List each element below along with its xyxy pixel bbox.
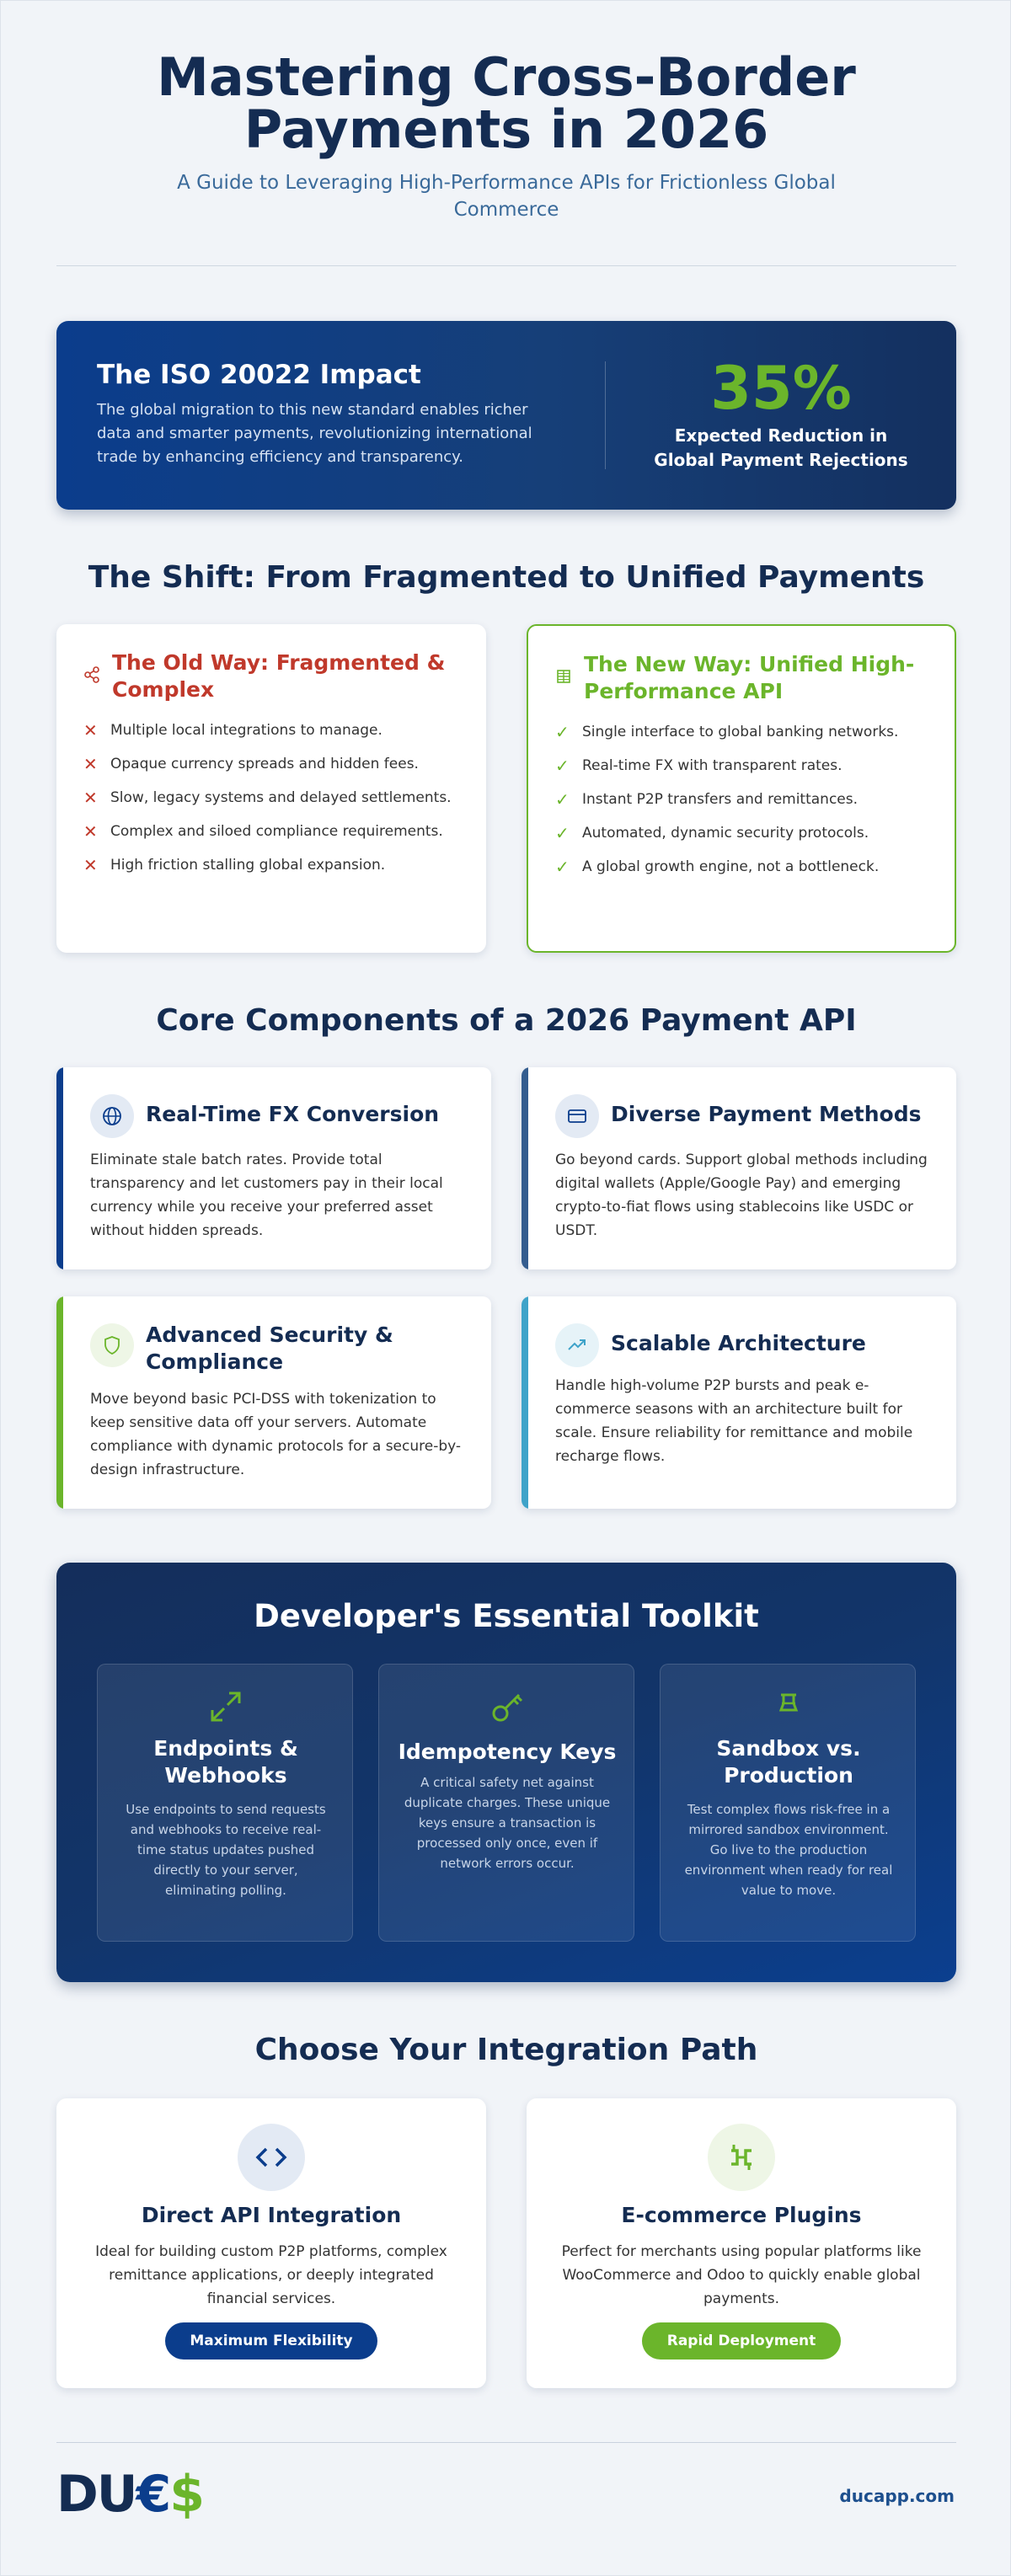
- flexibility-badge: Maximum Flexibility: [165, 2322, 377, 2360]
- x-icon: ✕: [83, 754, 98, 774]
- key-icon: [489, 1688, 526, 1725]
- toolkit-item-text: Use endpoints to send requests and webhooks to receive real-time status updates pushed directly to your server, eliminating polling.: [126, 1802, 326, 1898]
- component-title: Real-Time FX Conversion: [146, 1102, 440, 1126]
- integration-item-title: Direct API Integration: [141, 2203, 402, 2227]
- component-card-scalable: [522, 1296, 956, 1509]
- new-way-title: The New Way: Unified High-Performance API: [584, 652, 915, 703]
- toolkit-item-text: Test complex flows risk-free in a mirrored sandbox environment. Go live to the production environment when ready for real value to move.: [684, 1802, 893, 1898]
- toolkit-item-text: A critical safety net against duplicate charges. These unique keys ensure a transaction is processed only once, even if network errors occur.: [404, 1775, 611, 1871]
- footer-divider: [56, 2442, 956, 2443]
- globe-icon: [102, 1106, 122, 1126]
- x-icon: ✕: [83, 788, 98, 808]
- stat-value: 35%: [710, 354, 852, 423]
- toolkit-item-title: Endpoints & Webhooks: [153, 1736, 298, 1788]
- component-text: Eliminate stale batch rates. Provide total transparency and let customers pay in their local currency while you receive your preferred asset without hidden spreads.: [90, 1152, 443, 1239]
- component-text: Move beyond basic PCI-DSS with tokenization to keep sensitive data off your servers. Automate compliance with dynamic protocols for a secure-by-design infrastructure.: [90, 1391, 462, 1478]
- ducapp-logo: DU€$: [56, 2465, 204, 2524]
- grid-icon: [555, 668, 572, 685]
- shield-icon: [102, 1335, 122, 1355]
- list-item: ✓ Instant P2P transfers and remittances.: [555, 789, 859, 810]
- list-item: ✓ A global growth engine, not a bottleneck.: [555, 857, 880, 877]
- developer-toolkit: [56, 1563, 956, 1982]
- check-icon: ✓: [555, 756, 570, 776]
- arrows-expand-icon: [207, 1688, 244, 1725]
- header-divider: [56, 265, 956, 266]
- iso-title: The ISO 20022 Impact: [97, 360, 421, 390]
- old-way-list: [83, 719, 454, 887]
- list-item: ✕ Opaque currency spreads and hidden fees.: [83, 754, 419, 774]
- x-icon: ✕: [83, 855, 98, 875]
- toolkit-card-webhooks: [97, 1664, 353, 1942]
- check-icon: ✓: [555, 789, 570, 810]
- deployment-badge: Rapid Deployment: [642, 2322, 841, 2360]
- list-item: ✕ Multiple local integrations to manage.: [83, 720, 382, 740]
- component-title: Scalable Architecture: [611, 1331, 866, 1355]
- integration-card-direct: [56, 2098, 486, 2388]
- check-icon: ✓: [555, 722, 570, 742]
- check-icon: ✓: [555, 857, 570, 877]
- toolkit-card-idempotency: [378, 1664, 634, 1942]
- toolkit-card-sandbox: [660, 1664, 916, 1942]
- stat-caption: Expected Reduction in Global Payment Rejections: [654, 425, 908, 470]
- page-subtitle: A Guide to Leveraging High-Performance APIs for Frictionless Global Commerce: [177, 172, 836, 221]
- component-card-security: [56, 1296, 491, 1509]
- integration-card-plugins: [527, 2098, 956, 2388]
- banner-divider: [605, 361, 606, 469]
- iso-text: The global migration to this new standard enables richer data and smarter payments, revolutionizing international trade by enhancing efficiency and transparency.: [97, 401, 532, 466]
- x-icon: ✕: [83, 821, 98, 842]
- component-text: Go beyond cards. Support global methods including digital wallets (Apple/Google Pay) and emerging crypto-to-fiat flows using stablecoins like USDC or USDT.: [555, 1152, 928, 1239]
- component-text: Handle high-volume P2P bursts and peak e-commerce seasons with an architecture built for scale. Ensure reliability for remittance and mobile recharge flows.: [555, 1377, 913, 1465]
- code-icon: [254, 2140, 288, 2174]
- website-link[interactable]: ducapp.com: [839, 2486, 955, 2506]
- component-title: Diverse Payment Methods: [611, 1102, 922, 1126]
- iso-banner: [56, 321, 956, 510]
- plug-icon: [725, 2140, 758, 2174]
- components-title: Core Components of a 2026 Payment API: [156, 1003, 857, 1038]
- list-item: ✓ Automated, dynamic security protocols.: [555, 823, 869, 843]
- old-way-card: [56, 624, 486, 953]
- shift-title: The Shift: From Fragmented to Unified Payments: [88, 560, 925, 595]
- title-line-2: Payments in 2026: [243, 99, 769, 160]
- list-item: ✕ Slow, legacy systems and delayed settlements.: [83, 788, 452, 808]
- integration-item-text: Perfect for merchants using popular platforms like WooCommerce and Odoo to quickly enable global payments.: [561, 2243, 922, 2307]
- page-title: [1, 46, 1011, 160]
- component-title: Advanced Security & Compliance: [146, 1323, 393, 1374]
- check-icon: ✓: [555, 823, 570, 843]
- toolkit-title: Developer's Essential Toolkit: [254, 1598, 759, 1634]
- new-way-list: [555, 720, 926, 889]
- toolkit-item-title: Idempotency Keys: [398, 1740, 617, 1764]
- integration-item-title: E-commerce Plugins: [621, 2203, 862, 2227]
- list-item: ✕ Complex and siloed compliance requirements.: [83, 821, 443, 842]
- flask-icon: [770, 1688, 807, 1725]
- integration-item-text: Ideal for building custom P2P platforms, complex remittance applications, or deeply integrated financial services.: [95, 2243, 447, 2307]
- toolkit-item-title: Sandbox vs. Production: [716, 1736, 861, 1788]
- old-way-title: The Old Way: Fragmented & Complex: [112, 650, 446, 702]
- x-icon: ✕: [83, 720, 98, 740]
- component-card-fx: [56, 1067, 491, 1269]
- list-item: ✓ Single interface to global banking networks.: [555, 722, 899, 742]
- share-nodes-icon: [83, 666, 100, 683]
- trending-up-icon: [567, 1335, 587, 1355]
- list-item: ✕ High friction stalling global expansion.: [83, 855, 386, 875]
- new-way-card: [527, 624, 956, 953]
- credit-card-icon: [567, 1106, 587, 1126]
- list-item: ✓ Real-time FX with transparent rates.: [555, 756, 842, 776]
- component-card-methods: [522, 1067, 956, 1269]
- integration-title: Choose Your Integration Path: [254, 2033, 758, 2067]
- title-line-1: Mastering Cross-Border: [157, 46, 856, 108]
